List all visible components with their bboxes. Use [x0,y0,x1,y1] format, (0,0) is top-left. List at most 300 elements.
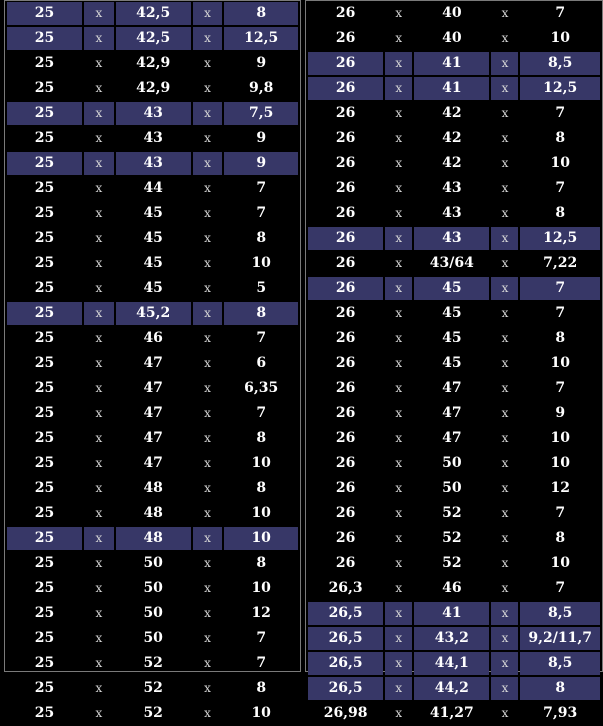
table-row [308,251,600,276]
third-dimension-cell: 12 [224,601,298,626]
table-row [308,426,600,451]
table-row [7,176,298,201]
first-dimension-cell: 25 [7,151,82,176]
separator-cell: x [84,126,114,151]
second-dimension-cell: 43 [116,101,191,126]
separator-cell: x [491,226,518,251]
separator-cell: x [491,451,518,476]
first-dimension-cell: 25 [7,176,82,201]
first-dimension-cell: 26 [308,501,383,526]
separator-cell: x [385,276,412,301]
separator-cell: x [385,576,412,601]
second-dimension-cell: 47 [414,401,489,426]
second-dimension-cell: 42 [414,151,489,176]
separator-cell: x [193,301,223,326]
table-row [308,76,600,101]
third-dimension-cell: 8,5 [520,601,600,626]
separator-cell: x [385,476,412,501]
table-row [7,426,298,451]
second-dimension-cell: 41 [414,51,489,76]
separator-cell: x [385,26,412,51]
third-dimension-cell: 8,5 [520,51,600,76]
third-dimension-cell: 7 [520,576,600,601]
separator-cell: x [385,126,412,151]
third-dimension-cell: 12,5 [520,76,600,101]
separator-cell: x [84,76,114,101]
second-dimension-cell: 50 [116,626,191,651]
third-dimension-cell: 8 [520,526,600,551]
first-dimension-cell: 25 [7,401,82,426]
table-row [7,51,298,76]
table-row [308,326,600,351]
second-dimension-cell: 52 [414,551,489,576]
separator-cell: x [193,451,223,476]
separator-cell: x [385,1,412,26]
separator-cell: x [193,76,223,101]
third-dimension-cell: 8 [224,1,298,26]
second-dimension-cell: 52 [116,676,191,701]
separator-cell: x [84,101,114,126]
third-dimension-cell: 8 [224,226,298,251]
separator-cell: x [385,101,412,126]
third-dimension-cell: 12,5 [520,226,600,251]
first-dimension-cell: 25 [7,251,82,276]
second-dimension-cell: 40 [414,1,489,26]
first-dimension-cell: 25 [7,576,82,601]
separator-cell: x [385,426,412,451]
separator-cell: x [193,276,223,301]
first-dimension-cell: 25 [7,601,82,626]
third-dimension-cell: 8 [224,476,298,501]
separator-cell: x [193,476,223,501]
table-row [308,701,600,726]
third-dimension-cell: 8 [520,326,600,351]
second-dimension-cell: 47 [414,426,489,451]
table-row [7,676,298,701]
third-dimension-cell: 7 [520,501,600,526]
separator-cell: x [491,426,518,451]
second-dimension-cell: 40 [414,26,489,51]
third-dimension-cell: 10 [520,151,600,176]
separator-cell: x [385,76,412,101]
third-dimension-cell: 10 [224,576,298,601]
second-dimension-cell: 47 [116,426,191,451]
second-dimension-cell: 47 [116,451,191,476]
second-dimension-cell: 52 [116,701,191,726]
table-row [308,26,600,51]
first-dimension-cell: 26 [308,451,383,476]
table-row [7,701,298,726]
table-row [308,451,600,476]
first-dimension-cell: 26 [308,551,383,576]
size-table-right-body [308,1,600,726]
table-row [308,376,600,401]
first-dimension-cell: 26 [308,351,383,376]
first-dimension-cell: 25 [7,301,82,326]
second-dimension-cell: 43 [116,126,191,151]
separator-cell: x [385,251,412,276]
first-dimension-cell: 25 [7,201,82,226]
first-dimension-cell: 25 [7,51,82,76]
second-dimension-cell: 45,2 [116,301,191,326]
table-row [7,601,298,626]
table-row [308,676,600,701]
separator-cell: x [193,101,223,126]
second-dimension-cell: 47 [414,376,489,401]
second-dimension-cell: 45 [116,276,191,301]
table-row [7,626,298,651]
second-dimension-cell: 43 [414,176,489,201]
second-dimension-cell: 42,5 [116,26,191,51]
first-dimension-cell: 26 [308,276,383,301]
separator-cell: x [193,351,223,376]
separator-cell: x [193,1,223,26]
separator-cell: x [491,551,518,576]
third-dimension-cell: 10 [224,501,298,526]
table-row [308,201,600,226]
third-dimension-cell: 7 [224,326,298,351]
first-dimension-cell: 26 [308,1,383,26]
separator-cell: x [84,251,114,276]
third-dimension-cell: 7 [520,101,600,126]
first-dimension-cell: 26,5 [308,676,383,701]
third-dimension-cell: 6 [224,351,298,376]
table-row [7,101,298,126]
separator-cell: x [385,626,412,651]
separator-cell: x [491,526,518,551]
separator-cell: x [84,351,114,376]
second-dimension-cell: 45 [116,251,191,276]
third-dimension-cell: 8 [520,676,600,701]
third-dimension-cell: 8 [224,301,298,326]
third-dimension-cell: 9 [224,51,298,76]
first-dimension-cell: 25 [7,676,82,701]
second-dimension-cell: 46 [414,576,489,601]
first-dimension-cell: 26 [308,201,383,226]
third-dimension-cell: 10 [520,351,600,376]
separator-cell: x [84,626,114,651]
second-dimension-cell: 45 [414,351,489,376]
separator-cell: x [491,676,518,701]
table-row [308,626,600,651]
separator-cell: x [84,401,114,426]
first-dimension-cell: 25 [7,76,82,101]
second-dimension-cell: 46 [116,326,191,351]
table-row [308,301,600,326]
third-dimension-cell: 10 [224,526,298,551]
table-row [308,651,600,676]
table-row [7,476,298,501]
size-table-right-grid [306,1,602,726]
third-dimension-cell: 7 [224,651,298,676]
third-dimension-cell: 8 [224,426,298,451]
third-dimension-cell: 12,5 [224,26,298,51]
third-dimension-cell: 10 [520,551,600,576]
separator-cell: x [491,626,518,651]
separator-cell: x [491,401,518,426]
first-dimension-cell: 25 [7,1,82,26]
separator-cell: x [193,651,223,676]
first-dimension-cell: 25 [7,426,82,451]
separator-cell: x [491,276,518,301]
second-dimension-cell: 42,9 [116,51,191,76]
separator-cell: x [84,526,114,551]
separator-cell: x [193,501,223,526]
separator-cell: x [385,51,412,76]
third-dimension-cell: 8 [520,201,600,226]
second-dimension-cell: 47 [116,351,191,376]
separator-cell: x [491,301,518,326]
separator-cell: x [385,151,412,176]
second-dimension-cell: 43 [414,201,489,226]
separator-cell: x [193,326,223,351]
first-dimension-cell: 26 [308,301,383,326]
table-row [7,401,298,426]
first-dimension-cell: 25 [7,451,82,476]
separator-cell: x [84,301,114,326]
separator-cell: x [385,551,412,576]
table-row [7,201,298,226]
third-dimension-cell: 8 [224,676,298,701]
first-dimension-cell: 26 [308,426,383,451]
third-dimension-cell: 7,22 [520,251,600,276]
first-dimension-cell: 26 [308,326,383,351]
third-dimension-cell: 10 [520,26,600,51]
table-row [7,351,298,376]
separator-cell: x [84,226,114,251]
second-dimension-cell: 50 [116,601,191,626]
separator-cell: x [491,651,518,676]
separator-cell: x [84,51,114,76]
first-dimension-cell: 26 [308,376,383,401]
table-row [7,151,298,176]
first-dimension-cell: 26,5 [308,601,383,626]
separator-cell: x [84,676,114,701]
separator-cell: x [193,426,223,451]
second-dimension-cell: 45 [116,226,191,251]
separator-cell: x [84,651,114,676]
second-dimension-cell: 47 [116,401,191,426]
table-row [7,76,298,101]
separator-cell: x [193,626,223,651]
third-dimension-cell: 7 [520,376,600,401]
first-dimension-cell: 26 [308,151,383,176]
second-dimension-cell: 47 [116,376,191,401]
table-row [308,526,600,551]
third-dimension-cell: 9 [224,126,298,151]
table-row [7,576,298,601]
first-dimension-cell: 26 [308,251,383,276]
second-dimension-cell: 45 [414,276,489,301]
table-row [7,501,298,526]
first-dimension-cell: 25 [7,376,82,401]
separator-cell: x [84,501,114,526]
third-dimension-cell: 8,5 [520,651,600,676]
separator-cell: x [193,576,223,601]
separator-cell: x [193,376,223,401]
first-dimension-cell: 25 [7,651,82,676]
table-row [7,451,298,476]
first-dimension-cell: 26 [308,101,383,126]
separator-cell: x [193,526,223,551]
table-row [308,601,600,626]
table-row [308,351,600,376]
first-dimension-cell: 25 [7,551,82,576]
third-dimension-cell: 12 [520,476,600,501]
first-dimension-cell: 25 [7,351,82,376]
first-dimension-cell: 25 [7,101,82,126]
first-dimension-cell: 25 [7,26,82,51]
third-dimension-cell: 9 [224,151,298,176]
separator-cell: x [193,601,223,626]
separator-cell: x [84,701,114,726]
second-dimension-cell: 43/64 [414,251,489,276]
table-row [308,576,600,601]
second-dimension-cell: 50 [116,551,191,576]
table-row [308,51,600,76]
separator-cell: x [84,551,114,576]
separator-cell: x [385,326,412,351]
separator-cell: x [491,351,518,376]
separator-cell: x [491,126,518,151]
table-row [7,526,298,551]
separator-cell: x [84,376,114,401]
third-dimension-cell: 10 [224,701,298,726]
third-dimension-cell: 8 [224,551,298,576]
separator-cell: x [491,26,518,51]
separator-cell: x [491,501,518,526]
first-dimension-cell: 26 [308,51,383,76]
size-table-right [305,0,603,721]
first-dimension-cell: 25 [7,226,82,251]
separator-cell: x [84,201,114,226]
first-dimension-cell: 25 [7,501,82,526]
separator-cell: x [193,151,223,176]
third-dimension-cell: 8 [520,126,600,151]
separator-cell: x [84,276,114,301]
second-dimension-cell: 52 [414,526,489,551]
separator-cell: x [385,651,412,676]
first-dimension-cell: 25 [7,276,82,301]
second-dimension-cell: 48 [116,501,191,526]
first-dimension-cell: 26 [308,476,383,501]
table-row [7,651,298,676]
second-dimension-cell: 50 [414,451,489,476]
first-dimension-cell: 25 [7,626,82,651]
second-dimension-cell: 43,2 [414,626,489,651]
table-row [308,226,600,251]
table-row [7,26,298,51]
first-dimension-cell: 26,5 [308,626,383,651]
separator-cell: x [385,226,412,251]
third-dimension-cell: 7 [224,626,298,651]
second-dimension-cell: 52 [414,501,489,526]
second-dimension-cell: 43 [116,151,191,176]
first-dimension-cell: 26,98 [308,701,383,726]
separator-cell: x [84,476,114,501]
table-row [7,551,298,576]
separator-cell: x [84,576,114,601]
first-dimension-cell: 26,3 [308,576,383,601]
third-dimension-cell: 6,35 [224,376,298,401]
table-row [7,376,298,401]
second-dimension-cell: 52 [116,651,191,676]
separator-cell: x [84,176,114,201]
third-dimension-cell: 7 [520,1,600,26]
first-dimension-cell: 25 [7,476,82,501]
separator-cell: x [491,601,518,626]
separator-cell: x [193,26,223,51]
third-dimension-cell: 9,2/11,7 [520,626,600,651]
separator-cell: x [84,1,114,26]
separator-cell: x [84,326,114,351]
separator-cell: x [491,251,518,276]
second-dimension-cell: 44 [116,176,191,201]
third-dimension-cell: 10 [224,251,298,276]
third-dimension-cell: 9 [520,401,600,426]
separator-cell: x [491,476,518,501]
table-row [308,476,600,501]
second-dimension-cell: 50 [414,476,489,501]
second-dimension-cell: 42,9 [116,76,191,101]
separator-cell: x [385,601,412,626]
table-row [7,1,298,26]
second-dimension-cell: 42 [414,126,489,151]
table-row [308,551,600,576]
table-row [7,226,298,251]
separator-cell: x [385,351,412,376]
third-dimension-cell: 9,8 [224,76,298,101]
table-row [7,126,298,151]
separator-cell: x [491,76,518,101]
table-row [308,151,600,176]
second-dimension-cell: 45 [414,301,489,326]
table-row [308,276,600,301]
first-dimension-cell: 26 [308,226,383,251]
third-dimension-cell: 7 [224,201,298,226]
table-row [308,1,600,26]
separator-cell: x [385,201,412,226]
first-dimension-cell: 26,5 [308,651,383,676]
separator-cell: x [385,676,412,701]
separator-cell: x [491,101,518,126]
second-dimension-cell: 42,5 [116,1,191,26]
table-row [308,126,600,151]
second-dimension-cell: 41 [414,601,489,626]
third-dimension-cell: 5 [224,276,298,301]
first-dimension-cell: 26 [308,26,383,51]
third-dimension-cell: 7 [520,301,600,326]
separator-cell: x [84,426,114,451]
separator-cell: x [385,401,412,426]
third-dimension-cell: 7 [520,176,600,201]
separator-cell: x [491,576,518,601]
first-dimension-cell: 25 [7,326,82,351]
separator-cell: x [385,451,412,476]
second-dimension-cell: 45 [116,201,191,226]
table-row [7,276,298,301]
third-dimension-cell: 7 [224,176,298,201]
second-dimension-cell: 48 [116,526,191,551]
table-row [308,176,600,201]
third-dimension-cell: 7,5 [224,101,298,126]
separator-cell: x [84,601,114,626]
table-row [7,301,298,326]
separator-cell: x [84,451,114,476]
third-dimension-cell: 10 [520,426,600,451]
separator-cell: x [385,501,412,526]
table-row [7,326,298,351]
